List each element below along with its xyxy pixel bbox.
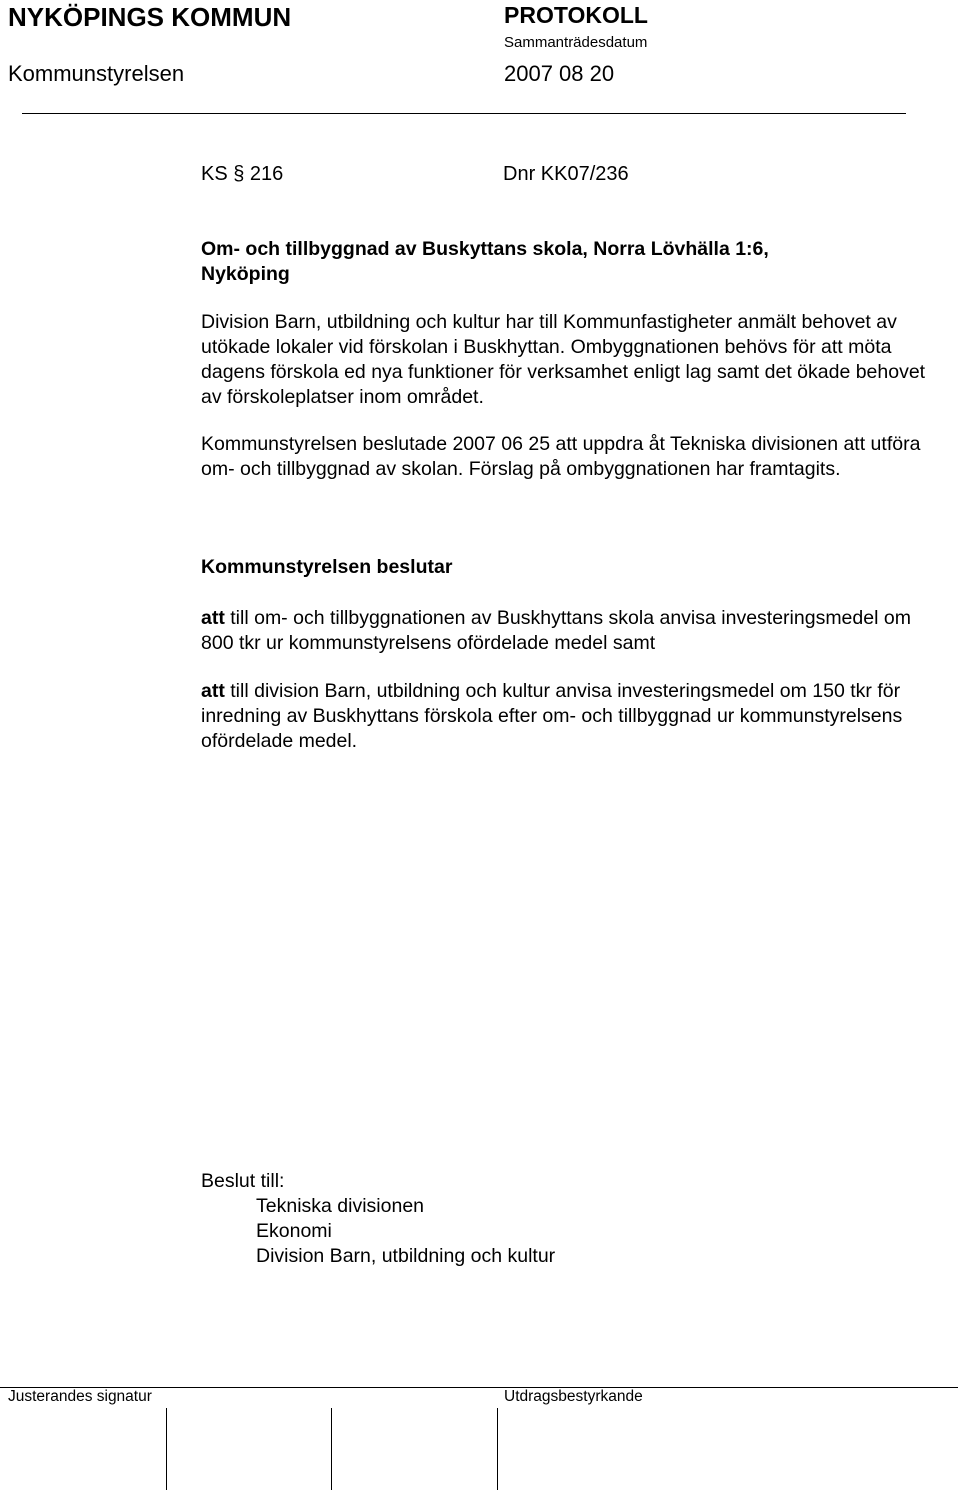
distribution-recipient: Division Barn, utbildning och kultur xyxy=(256,1245,556,1267)
background-paragraph: Division Barn, utbildning och kultur har till Kommunfastigheter anmält behovet av utökade lokaler vid förskolan i Buskhyttan. Ombyggnationen behövs för att möta dagens förskola ed nya funktioner för verksamhet enligt lag samt det ökade behovet av förskoleplatser inom området. xyxy=(201,311,926,408)
item-title xyxy=(201,237,931,287)
distribution-recipient: Tekniska divisionen xyxy=(256,1195,425,1217)
item-title-line-2: Nyköping xyxy=(201,263,290,285)
previous-decision-section xyxy=(201,432,931,482)
previous-decision-paragraph: Kommunstyrelsen beslutade 2007 06 25 att uppdra åt Tekniska divisionen att utföra om- och tillbyggnad av skolan. Förslag på ombyggnationen har framtagits. xyxy=(201,433,921,480)
signature-box-divider xyxy=(166,1408,167,1490)
decision-clause-2 xyxy=(201,679,931,754)
clause-lead-word: att xyxy=(201,680,225,702)
organization-name: NYKÖPINGS KOMMUN xyxy=(8,2,292,32)
signature-box-divider xyxy=(497,1408,498,1490)
certification-label: Utdragsbestyrkande xyxy=(504,1388,643,1405)
decision-clause-text xyxy=(201,679,931,754)
diary-number: Dnr KK07/236 xyxy=(503,163,629,185)
background-section xyxy=(201,310,931,410)
decision-heading-block xyxy=(201,555,931,580)
distribution-recipient: Ekonomi xyxy=(256,1220,332,1242)
decision-clause-1 xyxy=(201,606,931,656)
clause-body: till division Barn, utbildning och kultur anvisa investeringsmedel om 150 tkr för inredning av Buskhyttans förskola efter om- och tillbyggnad ur kommunstyrelsens ofördelade medel. xyxy=(201,680,903,752)
paragraph-number: KS § 216 xyxy=(201,163,284,185)
distribution-label: Beslut till: xyxy=(201,1170,285,1192)
decision-clause-text xyxy=(201,606,931,656)
clause-body: till om- och tillbyggnationen av Buskhyttans skola anvisa investeringsmedel om 800 tkr ur kommunstyrelsens ofördelade medel samt xyxy=(201,607,911,654)
distribution-block xyxy=(201,1169,931,1269)
signature-label: Justerandes signatur xyxy=(8,1388,152,1405)
item-title-line-1: Om- och tillbyggnad av Buskyttans skola, Norra Lövhälla 1:6, xyxy=(201,238,769,260)
meeting-date: 2007 08 20 xyxy=(504,61,615,86)
clause-lead-word: att xyxy=(201,607,225,629)
committee-name: Kommunstyrelsen xyxy=(8,61,185,86)
signature-box-divider xyxy=(331,1408,332,1490)
header-divider xyxy=(22,113,906,114)
meeting-date-label: Sammanträdesdatum xyxy=(504,34,648,51)
decision-heading: Kommunstyrelsen beslutar xyxy=(201,556,453,578)
document-type: PROTOKOLL xyxy=(504,2,648,28)
